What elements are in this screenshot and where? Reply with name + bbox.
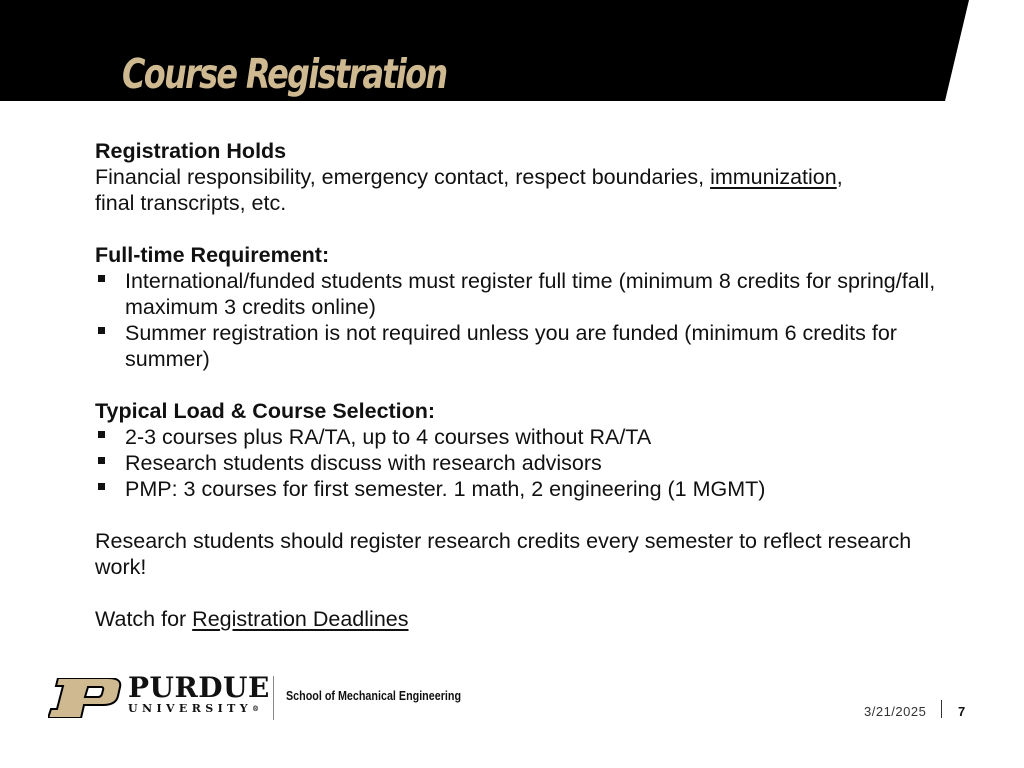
list-item-text: 2-3 courses plus RA/TA, up to 4 courses without RA/TA: [125, 425, 652, 449]
list-item: [95, 450, 945, 476]
square-bullet-icon: [98, 327, 105, 334]
wordmark-university: [128, 702, 270, 716]
square-bullet-icon: [98, 431, 105, 438]
holds-text-line1: [95, 164, 945, 190]
wordmark-purdue: PURDUE: [128, 671, 270, 704]
list-item: [95, 424, 945, 450]
square-bullet-icon: [98, 275, 105, 282]
list-item: [95, 268, 945, 320]
research-note: Research students should register research credits every semester to reflect research work!: [95, 529, 912, 579]
holds-text-pre: Financial responsibility, emergency contact, respect boundaries,: [95, 165, 711, 189]
load-list: [95, 424, 945, 502]
slide-title: Course Registration: [122, 50, 447, 98]
spacer: [95, 580, 945, 606]
list-item-text: Research students discuss with research advisors: [125, 451, 602, 475]
footer-divider: [273, 676, 274, 720]
slide-number: 7: [958, 704, 966, 719]
immunization-link[interactable]: immunization: [710, 165, 837, 189]
holds-text-line2: final transcripts, etc.: [95, 191, 287, 215]
purdue-p-logo-icon: [48, 678, 122, 723]
fulltime-list: [95, 268, 945, 372]
list-item: [95, 320, 945, 372]
load-heading: Typical Load & Course Selection:: [95, 399, 436, 423]
square-bullet-icon: [98, 457, 105, 464]
department-name: School of Mechanical Engineering: [286, 689, 462, 703]
deadline-line: [95, 606, 945, 632]
holds-heading: Registration Holds: [95, 139, 287, 163]
registration-deadlines-link[interactable]: Registration Deadlines: [192, 607, 409, 631]
list-item-text: Summer registration is not required unless you are funded (minimum 6 credits for summer): [125, 321, 897, 371]
slide-body: [95, 138, 945, 632]
list-item-text: International/funded students must register full time (minimum 8 credits for spring/fall, maximum 3 credits online): [125, 269, 936, 319]
list-item-text: PMP: 3 courses for first semester. 1 math, 2 engineering (1 MGMT): [125, 477, 766, 501]
purdue-wordmark: [128, 672, 270, 716]
slide-number-divider: [941, 700, 942, 718]
holds-text-post: ,: [836, 165, 843, 189]
registered-mark: ®: [251, 704, 259, 713]
spacer: [95, 216, 945, 242]
list-item: [95, 476, 945, 502]
wordmark-university-text: UNIVERSITY: [128, 702, 252, 715]
spacer: [95, 502, 945, 528]
slide-date: 3/21/2025: [864, 704, 927, 719]
spacer: [95, 372, 945, 398]
deadline-prefix: Watch for: [95, 607, 193, 631]
square-bullet-icon: [98, 483, 105, 490]
fulltime-heading: Full-time Requirement:: [95, 243, 330, 267]
